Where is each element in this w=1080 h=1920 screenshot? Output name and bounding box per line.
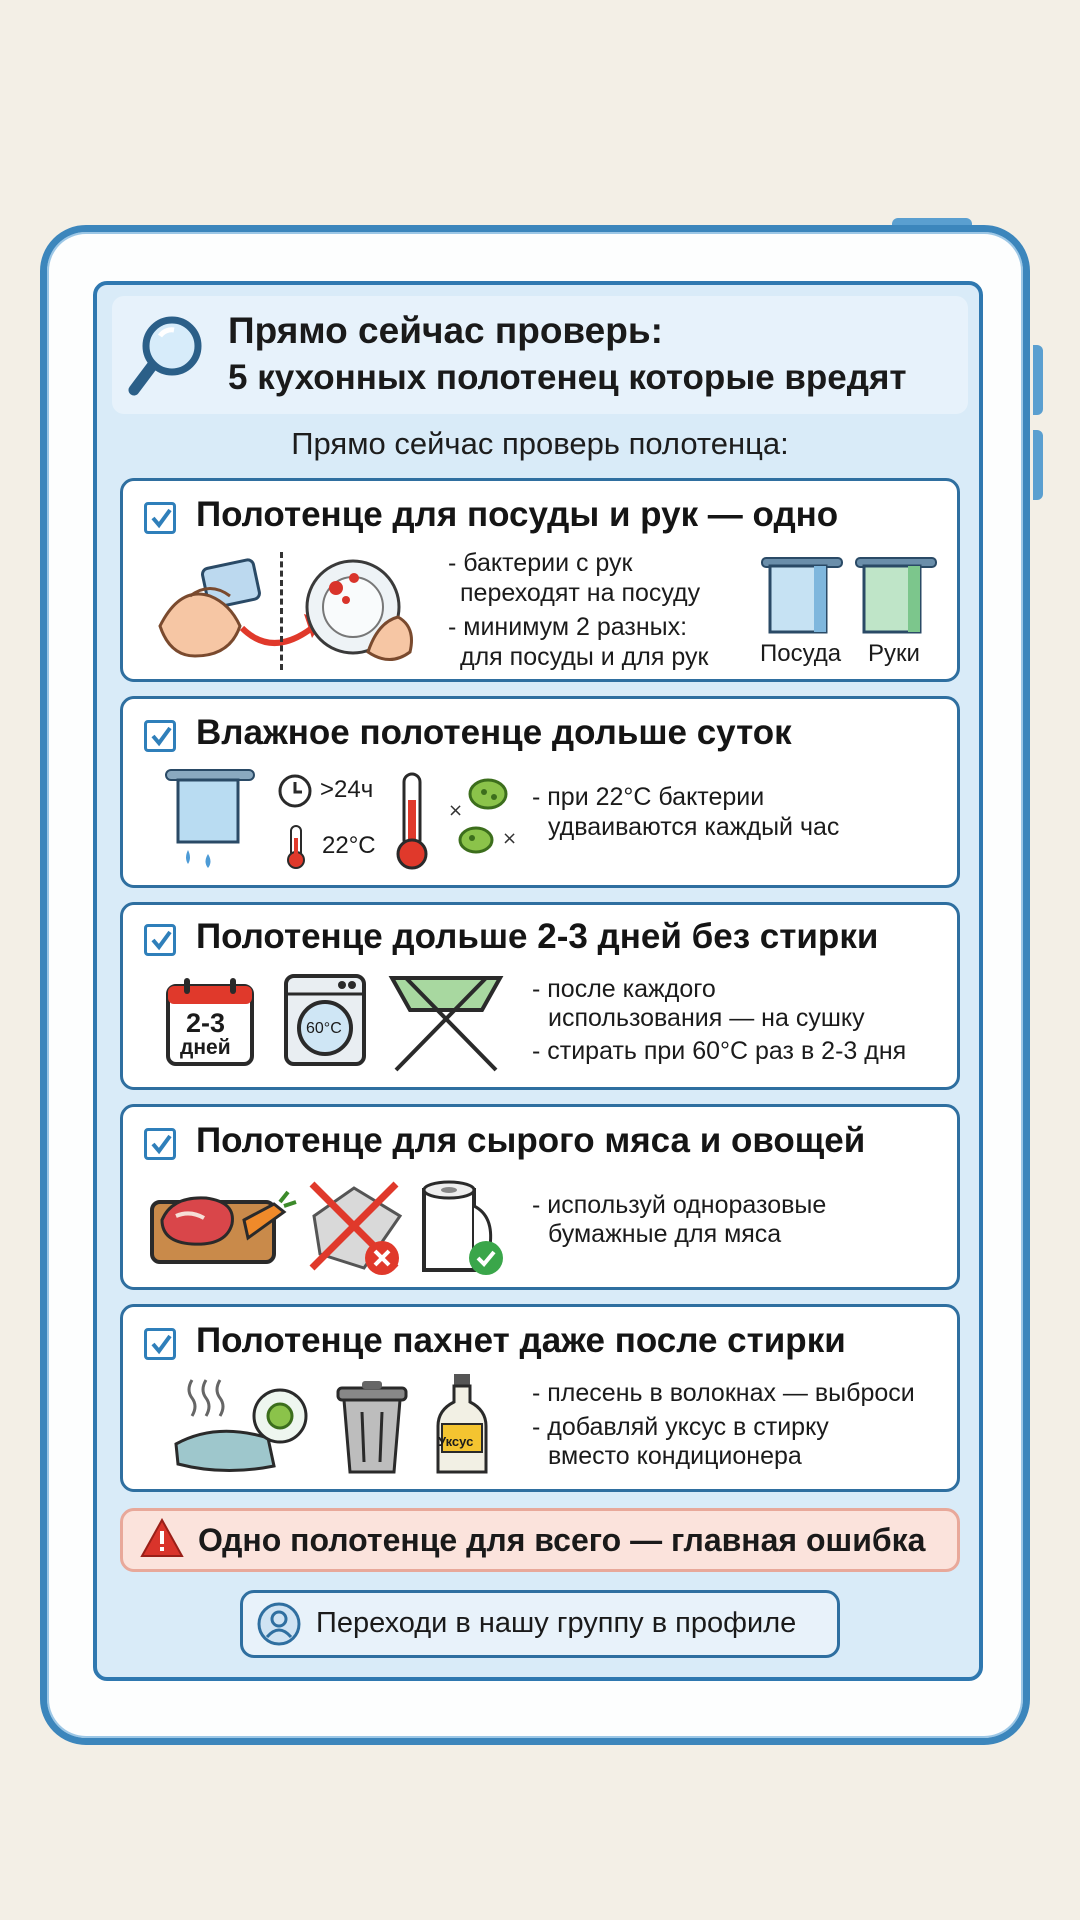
- tip-card-title: Полотенце для посуды и рук — одно: [196, 495, 839, 534]
- tip-bullet: - при 22°C бактерии: [532, 783, 765, 811]
- towel-label-dishes: Посуда: [760, 640, 842, 667]
- calendar-days-word: дней: [180, 1036, 231, 1059]
- time-label: >24ч: [320, 776, 374, 803]
- vinegar-label: Уксус: [438, 1434, 474, 1449]
- svg-text:×: ×: [448, 800, 464, 821]
- tip-bullet: бумажные для мяса: [548, 1220, 782, 1248]
- meat-board-icon: [148, 1180, 298, 1270]
- tip-bullet: удваиваются каждый час: [548, 813, 840, 841]
- checkbox-icon: [144, 924, 176, 956]
- wash-temperature-label: 60°C: [306, 1020, 342, 1037]
- warning-text: Одно полотенце для всего — главная ошибка: [198, 1522, 926, 1558]
- tip-card-title: Полотенце пахнет даже после стирки: [196, 1321, 846, 1360]
- tip-bullet: использования — на сушку: [548, 1004, 865, 1032]
- device-side-button: [1033, 345, 1043, 415]
- tip-bullet: - минимум 2 разных:: [448, 613, 688, 641]
- profile-icon: [256, 1601, 302, 1647]
- dish-towel-icon: [758, 554, 846, 636]
- intro-text: Прямо сейчас проверь полотенца:: [291, 426, 789, 461]
- towel-label-hands: Руки: [868, 640, 920, 667]
- plate-bacteria-icon: [298, 552, 418, 672]
- clock-icon: [276, 772, 314, 810]
- tip-card-title: Полотенце для сырого мяса и овощей: [196, 1121, 866, 1160]
- cloth-towel-crossed-icon: [304, 1176, 414, 1280]
- warning-icon: [140, 1518, 184, 1558]
- temperature-label: 22°C: [322, 832, 376, 859]
- wet-towel-icon: [160, 766, 260, 876]
- tip-card-title: Влажное полотенце дольше суток: [196, 713, 792, 752]
- magnifier-icon: [128, 310, 212, 400]
- smelly-towel-icon: [172, 1372, 312, 1480]
- page-title: Прямо сейчас проверь:: [228, 310, 663, 351]
- checkbox-icon: [144, 1328, 176, 1360]
- calendar-days-number: 2-3: [186, 1008, 226, 1038]
- vinegar-bottle-icon: [432, 1372, 492, 1478]
- paper-towel-roll-icon: [418, 1176, 508, 1280]
- bacteria-icon: [444, 770, 524, 870]
- tip-bullet: - стирать при 60°C раз в 2-3 дня: [532, 1037, 907, 1065]
- tip-bullet: - после каждого: [532, 975, 716, 1003]
- tip-bullet: - плесень в волокнах — выброси: [532, 1379, 915, 1407]
- thermometer-icon: [392, 770, 432, 874]
- tip-bullet: вместо кондиционера: [548, 1442, 802, 1470]
- page-title-subline: 5 кухонных полотенец которые вредят: [228, 358, 907, 397]
- group-link-text[interactable]: Переходи в нашу группу в профиле: [316, 1607, 797, 1639]
- trash-bin-icon: [334, 1380, 410, 1476]
- checkbox-icon: [144, 1128, 176, 1160]
- hand-towel-icon: [852, 554, 940, 636]
- tip-card-title: Полотенце дольше 2-3 дней без стирки: [196, 917, 879, 956]
- small-thermometer-icon: [284, 824, 308, 870]
- tip-bullet: - бактерии с рук: [448, 549, 633, 577]
- divider-line: [280, 552, 283, 670]
- checkbox-icon: [144, 720, 176, 752]
- tip-bullet: для посуды и для рук: [460, 643, 709, 671]
- tip-bullet: - добавляй уксус в стирку: [532, 1413, 829, 1441]
- drying-rack-icon: [386, 970, 506, 1074]
- checkbox-icon: [144, 502, 176, 534]
- svg-text:×: ×: [502, 828, 518, 849]
- tip-bullet: переходят на посуду: [460, 579, 701, 607]
- tip-bullet: - используй одноразовые: [532, 1191, 827, 1219]
